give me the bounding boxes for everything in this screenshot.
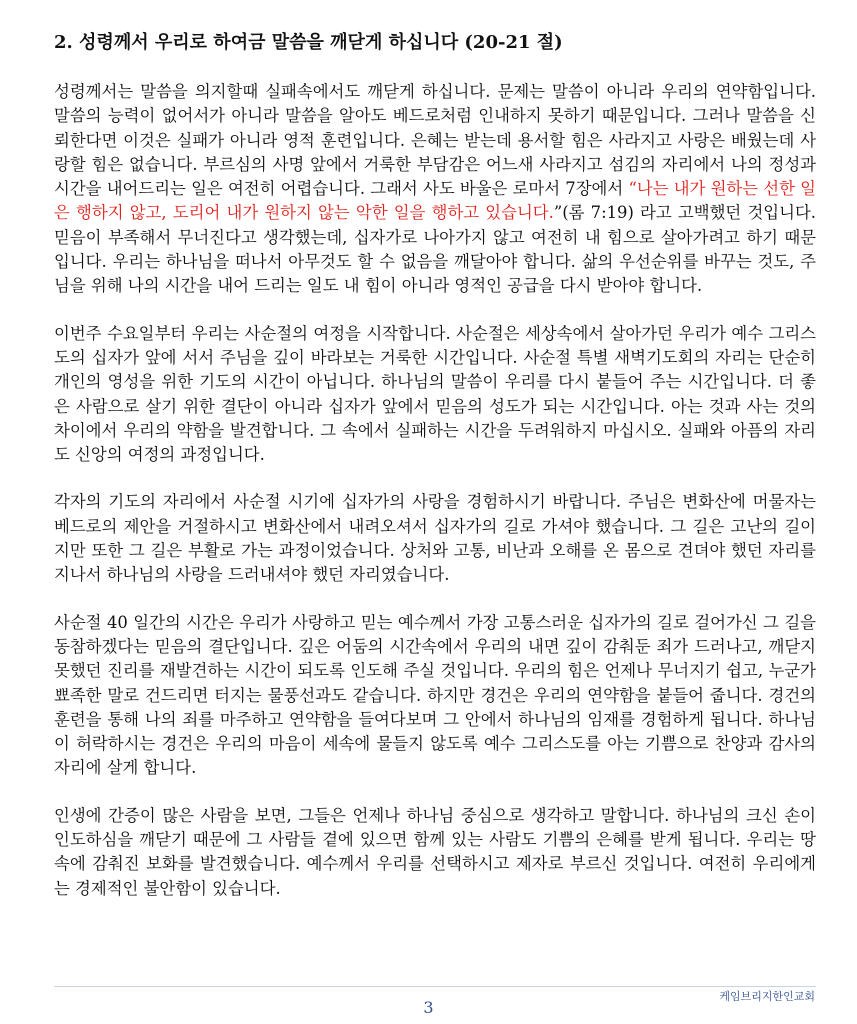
page-number: 3 [423,998,434,1017]
church-name: 케임브리지한인교회 [719,990,815,1003]
paragraph-1 [54,80,816,299]
section-heading: 2. 성령께서 우리로 하여금 말씀을 깨닫게 하십니다 (20-21 절) [54,32,563,53]
paragraph-4: 사순절 40 일간의 시간은 우리가 사랑하고 믿는 예수께서 가장 고통스러운 십자가의 길로 걸어가신 그 길을 동참하겠다는 믿음의 결단입니다. 깊은 어둠의 시간속에서 우리의 내면 깊이 감춰둔 죄가 드러나고, 깨닫지 못했던 진리를 재발견하는 시간이 되도록 인도해 주실 것입니다. 우리의 힘은 언제나 무너지기 쉽고, 누군가 뾰족한 말로 건드리면 터지는 물풍선과도 같습니다. 하지만 경건은 우리의 연약함을 붙들어 줍니다. 경건의 훈련을 통해 나의 죄를 마주하고 연약함을 들여다보며 그 안에서 하나님의 임재를 경험하게 됩니다. 하나님이 허락하시는 경건은 우리의 마음이 세속에 물들지 않도록 예수 그리스도를 아는 기쁨으로 찬양과 감사의 자리에 살게 합니다. [54,612,816,778]
footer-divider [54,986,816,987]
scripture-quote: “나는 내가 원하는 선한 일은 행하지 않고, 도리어 내가 원하지 않는 악한 일을 행하고 있습니다. [54,179,816,223]
paragraph-2: 이번주 수요일부터 우리는 사순절의 여정을 시작합니다. 사순절은 세상속에서 살아가던 우리가 예수 그리스도의 십자가 앞에 서서 주님을 깊이 바라보는 거룩한 시간입니다. 사순절 특별 새벽기도회의 자리는 단순히 개인의 영성을 위한 기도의 시간이 아닙니다. 하나님의 말씀이 우리를 다시 붙들어 주는 시간입니다. 더 좋은 사람으로 살기 위한 결단이 아니라 십자가 앞에서 믿음의 성도가 되는 시간입니다. 아는 것과 사는 것의 차이에서 우리의 약함을 발견합니다. 그 속에서 실패하는 시간을 두려워하지 마십시오. 실패와 아픔의 자리도 신앙의 여정의 과정입니다. [54,323,816,465]
paragraph-1-text-a: 성령께서는 말씀을 의지할때 실패속에서도 깨닫게 하십니다. 문제는 말씀이 아니라 우리의 연약함입니다. 말씀의 능력이 없어서가 아니라 말씀을 알아도 베드로처럼 인내하지 못하기 때문입니다. 그러나 말씀을 신뢰한다면 이것은 실패가 아니라 영적 훈련입니다. 은혜는 받는데 용서할 힘은 사라지고 사랑은 배웠는데 사랑할 힘은 없습니다. 부르심의 사명 앞에서 거룩한 부담감은 어느새 사라지고 섬김의 자리에서 나의 정성과 시간을 내어드리는 일은 여전히 어렵습니다. 그래서 사도 바울은 로마서 7장에서 [54,82,817,199]
paragraph-3: 각자의 기도의 자리에서 사순절 시기에 십자가의 사랑을 경험하시기 바랍니다. 주님은 변화산에 머물자는 베드로의 제안을 거절하시고 변화산에서 내려오셔서 십자가의 길로 가셔야 했습니다. 그 길은 고난의 길이지만 또한 그 길은 부활로 가는 과정이었습니다. 상처와 고통, 비난과 오해를 온 몸으로 견뎌야 했던 자리를 지나서 하나님의 사랑을 드러내셔야 했던 자리였습니다. [54,492,816,585]
paragraph-1-text-b: ”(롬 7:19) 라고 고백했던 것입니다. 믿음이 부족해서 무너진다고 생각했는데, 십자가로 나아가지 않고 여전히 내 힘으로 살아가려고 하기 때문입니다. 우리는 하나님을 떠나서 아무것도 할 수 없음을 깨달아야 합니다. 삶의 우선순위를 바꾸는 것도, 주님을 위해 나의 시간을 내어 드리는 일도 내 힘이 아니라 영적인 공급을 다시 받아야 합니다. [54,203,816,296]
paragraph-5: 인생에 간증이 많은 사람을 보면, 그들은 언제나 하나님 중심으로 생각하고 말합니다. 하나님의 크신 손이 인도하심을 깨닫기 때문에 그 사람들 곁에 있으면 함께 있는 사람도 기쁨의 은혜를 받게 됩니다. 우리는 땅속에 감춰진 보화를 발견했습니다. 예수께서 우리를 선택하시고 제자로 부르신 것입니다. 여전히 우리에게는 경제적인 불안함이 있습니다. [54,805,817,898]
document-page [54,30,816,924]
